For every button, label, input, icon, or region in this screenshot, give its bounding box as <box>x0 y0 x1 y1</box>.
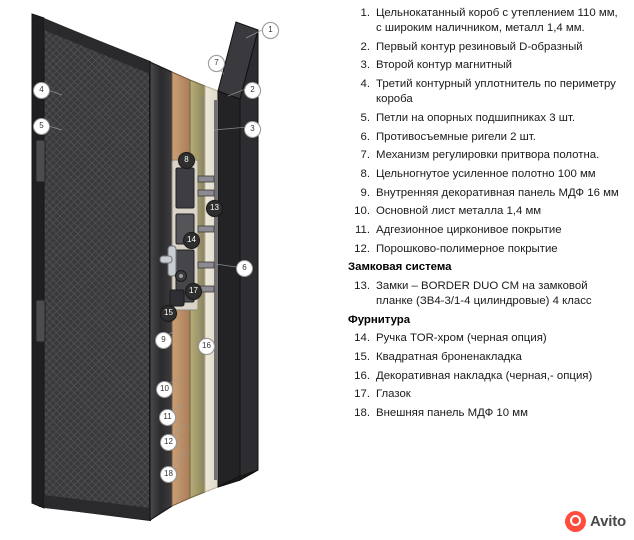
legend-number: 5. <box>360 111 370 124</box>
callout-9: 9 <box>155 332 172 349</box>
callout-4: 4 <box>33 82 50 99</box>
legend-heading-hardware: Фурнитура <box>348 313 411 326</box>
legend-item <box>348 387 626 402</box>
legend-label: Внутренняя декоративная панель МДФ 16 мм <box>376 186 619 199</box>
callout-10: 10 <box>156 381 173 398</box>
legend-item <box>348 331 626 346</box>
legend-item <box>348 148 626 163</box>
legend-number: 8. <box>360 167 370 180</box>
legend-number: 10. <box>354 205 370 218</box>
legend-item <box>348 77 626 107</box>
avito-watermark-label: Avito <box>590 513 626 530</box>
legend-label: Глазок <box>376 388 411 401</box>
legend-label: Третий контурный уплотнитель по периметру короба <box>376 78 616 106</box>
legend-item <box>348 167 626 182</box>
legend-item <box>348 406 626 421</box>
legend-number: 7. <box>360 149 370 162</box>
legend-label: Декоративная накладка (черная,- опция) <box>376 369 593 382</box>
callout-7: 7 <box>208 55 225 72</box>
legend-number: 13. <box>354 279 370 292</box>
callout-14: 14 <box>183 232 200 249</box>
legend-number: 3. <box>360 59 370 72</box>
avito-logo-icon <box>565 511 586 532</box>
legend-item <box>348 223 626 238</box>
callout-1: 1 <box>262 22 279 39</box>
callout-12: 12 <box>160 434 177 451</box>
legend-label: Внешняя панель МДФ 10 мм <box>376 406 528 419</box>
avito-watermark <box>565 511 626 532</box>
legend-item <box>348 40 626 55</box>
legend-item <box>348 369 626 384</box>
legend-label: Цельнокатанный короб с утеплением 110 мм, с широким наличником, металл 1,4 мм. <box>376 7 618 35</box>
legend-label: Порошково-полимерное покрытие <box>376 242 558 255</box>
legend-label: Квадратная броненакладка <box>376 350 522 363</box>
legend-item <box>348 111 626 126</box>
legend-number: 12. <box>354 242 370 255</box>
legend-label: Адгезионное цирконивое покрытие <box>376 223 562 236</box>
legend-label: Механизм регулировки притвора полотна. <box>376 149 600 162</box>
callout-17: 17 <box>185 283 202 300</box>
callout-13: 13 <box>206 200 223 217</box>
callout-5: 5 <box>33 118 50 135</box>
legend-label: Замки – BORDER DUO CM на замковой планке (ЗВ4-3/1-4 цилиндровые) 4 класс <box>376 279 592 307</box>
legend-item <box>348 6 626 36</box>
callout-2: 2 <box>244 82 261 99</box>
legend-label: Основной лист металла 1,4 мм <box>376 205 542 218</box>
legend-number: 17. <box>354 388 370 401</box>
legend-number: 4. <box>360 78 370 91</box>
legend-label: Ручка TOR-хром (черная опция) <box>376 332 547 345</box>
legend-label: Цельногнутое усиленное полотно 100 мм <box>376 167 596 180</box>
callout-16: 16 <box>198 338 215 355</box>
legend-number: 1. <box>360 7 370 19</box>
legend-item <box>348 186 626 201</box>
callout-6: 6 <box>236 260 253 277</box>
legend-label: Второй контур магнитный <box>376 59 513 72</box>
legend-item <box>348 279 626 309</box>
legend-item <box>348 204 626 219</box>
legend-list <box>348 6 626 534</box>
callout-8: 8 <box>178 152 195 169</box>
legend-label: Первый контур резиновый D-образный <box>376 40 583 53</box>
legend-number: 16. <box>354 369 370 382</box>
legend-number: 2. <box>360 40 370 53</box>
legend-item <box>348 58 626 73</box>
legend-number: 11. <box>355 223 370 236</box>
legend-heading-locks: Замковая система <box>348 261 452 274</box>
callout-3: 3 <box>244 121 261 138</box>
callout-11: 11 <box>159 409 176 426</box>
legend-number: 14. <box>354 332 370 345</box>
legend-number: 6. <box>360 130 370 143</box>
legend-item <box>348 130 626 145</box>
callout-15: 15 <box>160 305 177 322</box>
legend-number: 15. <box>354 350 370 363</box>
legend-number: 9. <box>360 186 370 199</box>
legend-label: Противосъемные ригели 2 шт. <box>376 130 536 143</box>
legend-number: 18. <box>354 406 370 419</box>
legend-label: Петли на опорных подшипниках 3 шт. <box>376 111 575 124</box>
legend-item <box>348 350 626 365</box>
callout-18: 18 <box>160 466 177 483</box>
legend-item <box>348 242 626 257</box>
